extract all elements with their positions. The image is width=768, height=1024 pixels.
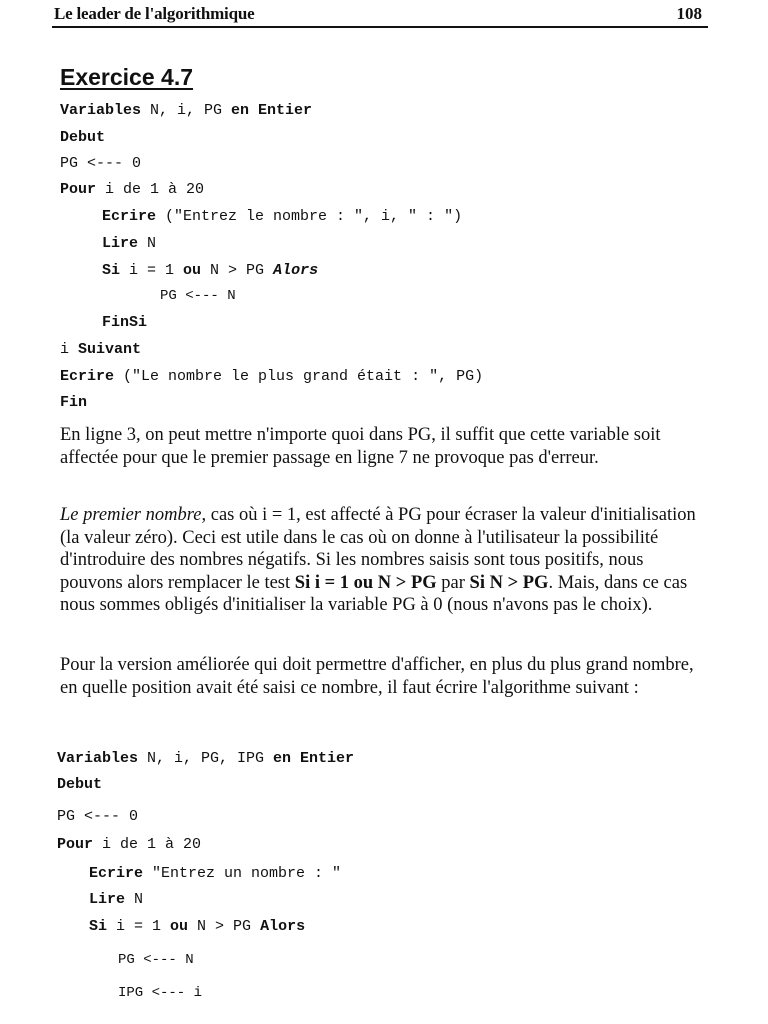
- code-line: Ecrire ("Entrez le nombre : ", i, " : "): [102, 208, 463, 225]
- code-line: Si i = 1 ou N > PG Alors: [102, 262, 319, 279]
- code-line: FinSi: [102, 314, 148, 331]
- code-line: Variables N, i, PG, IPG en Entier: [57, 750, 355, 767]
- code-line: PG <--- N: [118, 952, 194, 968]
- paragraph-2: Le premier nombre, cas où i = 1, est affecté à PG pour écraser la valeur d'initialisation (la valeur zéro). Ceci est utile dans le cas où on donne à l'utilisateur la possibilité d'introduire des nombres négatifs. Si les nombres saisis sont tous positifs, nous pouvons alors remplacer le test Si i = 1 ou N > PG par Si N > PG. Mais, dans ce cas nous sommes obligés d'initialiser la variable PG à 0 (nous n'avons pas le choix).: [60, 505, 696, 615]
- paragraph-1: En ligne 3, on peut mettre n'importe quoi dans PG, il suffit que cette variable soit affectée pour que le premier passage en ligne 7 ne provoque pas d'erreur.: [60, 425, 661, 468]
- code-line: Si i = 1 ou N > PG Alors: [89, 918, 306, 935]
- code-line: Lire N: [102, 235, 157, 252]
- code-line: PG <--- 0: [57, 808, 139, 825]
- running-title: Le leader de l'algorithmique: [54, 4, 255, 23]
- code-line: PG <--- N: [160, 288, 236, 304]
- code-line: Variables N, i, PG en Entier: [60, 102, 313, 119]
- code-line: Lire N: [89, 891, 144, 908]
- exercise-title: Exercice 4.7: [60, 64, 194, 90]
- code-line: Pour i de 1 à 20: [60, 181, 205, 198]
- code-line: Ecrire ("Le nombre le plus grand était : ", PG): [60, 368, 484, 385]
- code-line: i Suivant: [60, 341, 142, 358]
- page-header: [52, 4, 708, 28]
- page-number: 108: [676, 4, 702, 23]
- paragraph-3: Pour la version améliorée qui doit permettre d'afficher, en plus du plus grand nombre, en quelle position avait été saisi ce nombre, il faut écrire l'algorithme suivant :: [60, 655, 694, 698]
- code-line: Debut: [57, 776, 103, 793]
- code-line: Pour i de 1 à 20: [57, 836, 202, 853]
- code-line: Fin: [60, 394, 88, 411]
- code-line: Debut: [60, 129, 106, 146]
- code-line: IPG <--- i: [118, 985, 203, 1001]
- code-line: PG <--- 0: [60, 155, 142, 172]
- code-line: Ecrire "Entrez un nombre : ": [89, 865, 342, 882]
